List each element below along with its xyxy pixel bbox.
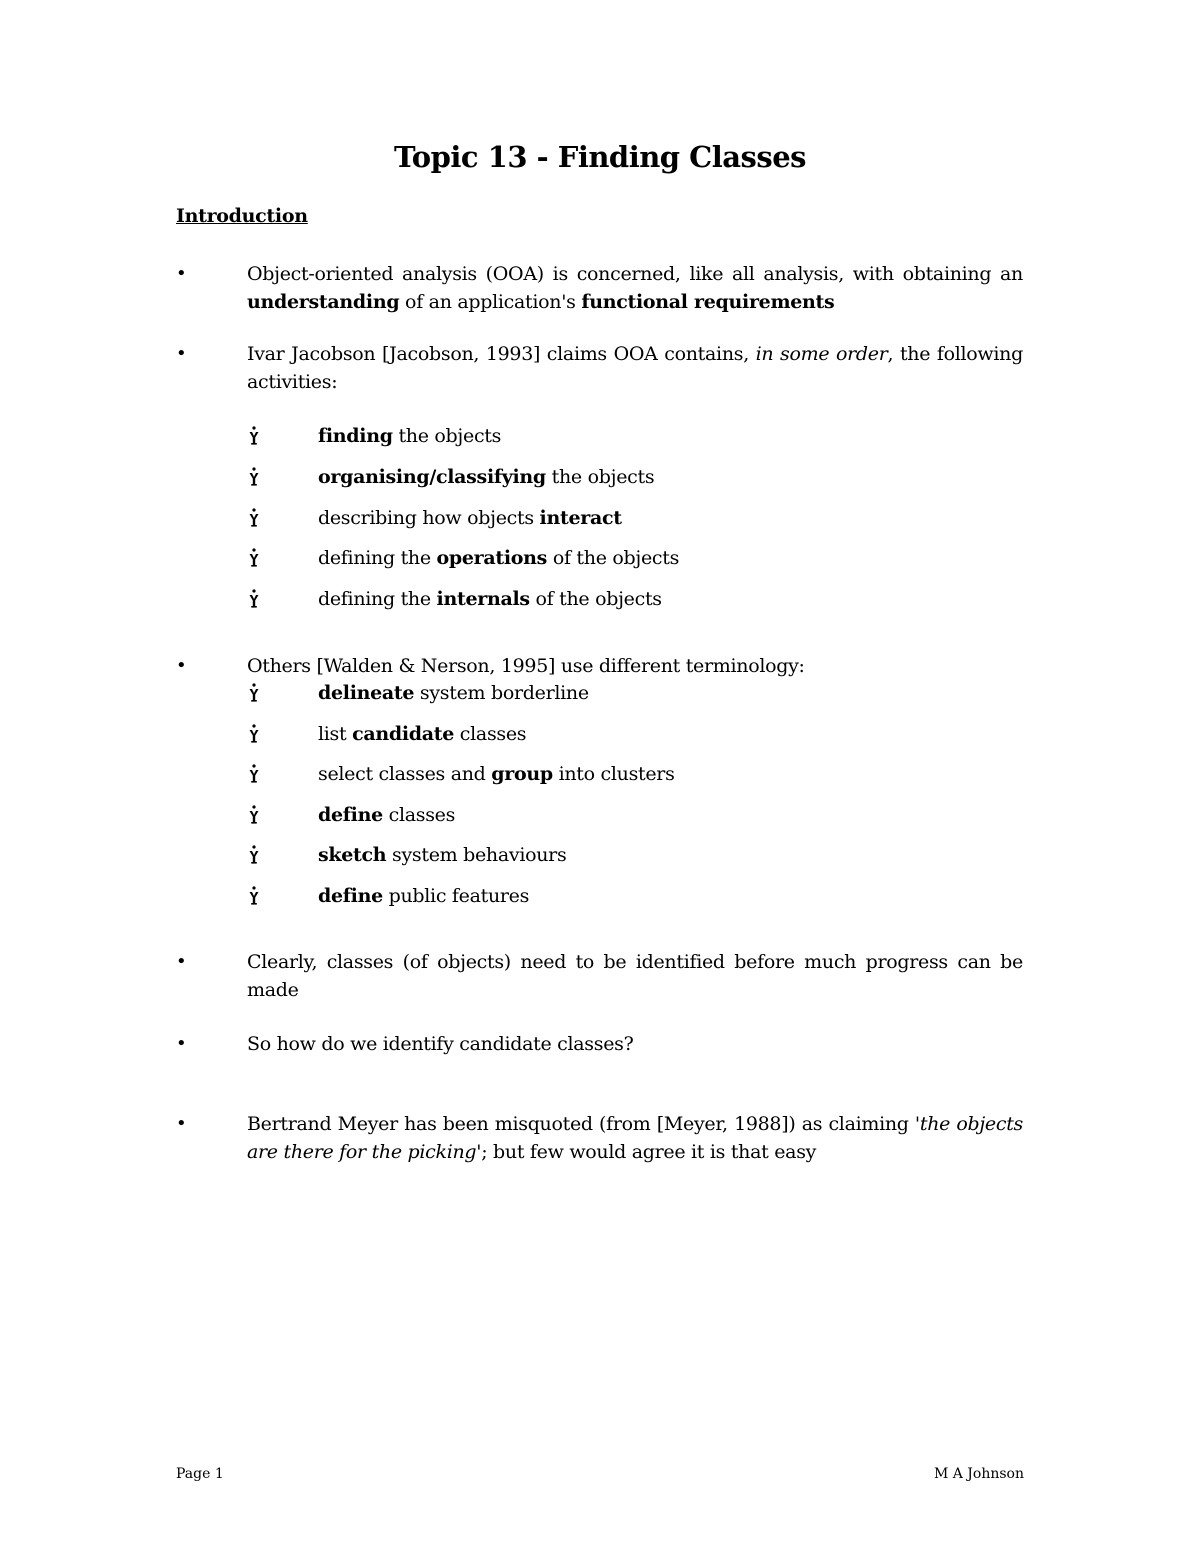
pin-bullet-icon	[248, 886, 260, 906]
pin-bullet-icon	[248, 548, 260, 568]
bullet-marker: •	[176, 1113, 187, 1134]
pin-bullet-icon	[248, 508, 260, 528]
bullet-marker: •	[176, 343, 187, 364]
list-item-text: define public features	[318, 885, 530, 907]
bullet-marker: •	[176, 951, 187, 972]
paragraph-ooa: Object-oriented analysis (OOA) is concerned, like all analysis, with obtaining an understanding of an application's functional requirements	[247, 263, 1023, 313]
list-item-text: defining the internals of the objects	[318, 588, 662, 610]
list-item-text: describing how objects interact	[318, 506, 622, 529]
pin-bullet-icon	[248, 764, 260, 784]
list-item-text: defining the operations of the objects	[318, 547, 680, 570]
paragraph-meyer: Bertrand Meyer has been misquoted (from [Meyer, 1988]) as claiming 'the objects are there for the picking'; but few would agree it is that easy	[247, 1113, 1024, 1163]
pin-bullet-icon	[248, 805, 260, 825]
bullet-marker: •	[176, 655, 187, 676]
list-item-text: select classes and group into clusters	[318, 763, 675, 786]
pin-bullet-icon	[248, 683, 260, 703]
paragraph-jacobson: Ivar Jacobson [Jacobson, 1993] claims OOA contains, in some order, the following activities:	[247, 343, 1023, 393]
list-item-text: organising/classifying the objects	[318, 465, 655, 488]
footer-page-number: Page 1	[176, 1466, 224, 1482]
bullet-marker: •	[176, 1033, 187, 1054]
pin-bullet-icon	[248, 724, 260, 744]
list-item-text: define classes	[318, 803, 456, 826]
paragraph-others: Others [Walden & Nerson, 1995] use different terminology:	[247, 655, 805, 677]
pin-bullet-icon	[248, 467, 260, 487]
list-item-text: delineate system borderline	[318, 682, 589, 704]
footer-author: M A Johnson	[933, 1466, 1024, 1482]
pin-bullet-icon	[248, 426, 260, 446]
list-item-text: finding the objects	[318, 425, 502, 447]
section-heading: Introduction	[176, 205, 308, 227]
bullet-marker: •	[176, 263, 187, 284]
pin-bullet-icon	[248, 589, 260, 609]
page-title: Topic 13 - Finding Classes	[394, 140, 806, 174]
paragraph-question: So how do we identify candidate classes?	[247, 1033, 634, 1055]
list-item-text: sketch system behaviours	[318, 844, 567, 867]
pin-bullet-icon	[248, 845, 260, 865]
list-item-text: list candidate classes	[318, 722, 527, 745]
paragraph-clearly: Clearly, classes (of objects) need to be identified before much progress can be made	[247, 951, 1023, 1001]
